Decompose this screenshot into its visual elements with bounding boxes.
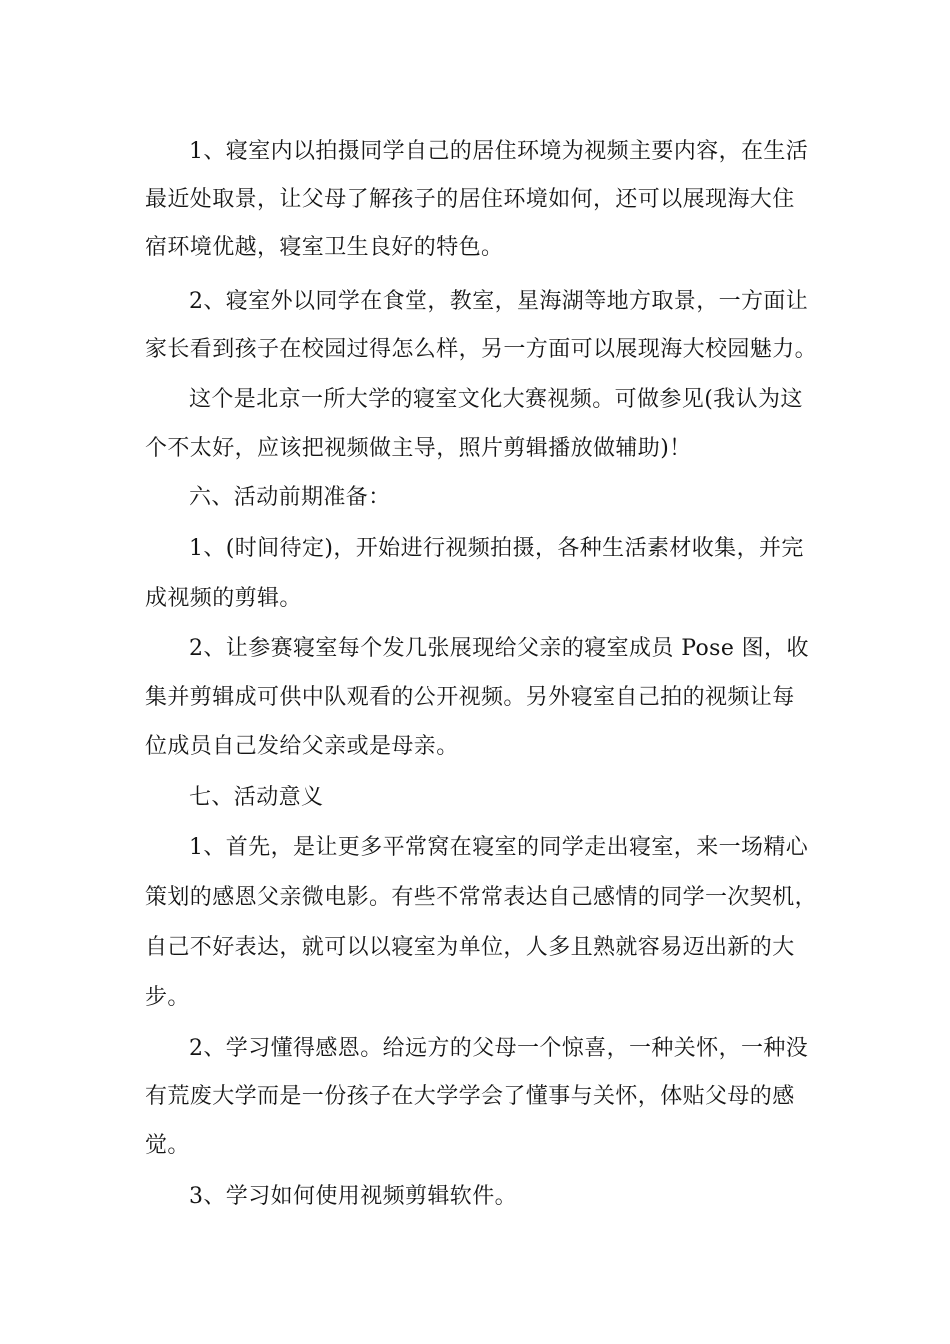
section-heading-preparation: 六、活动前期准备： <box>189 485 391 510</box>
paragraph-6-line-1: 2、让参赛寝室每个发几张展现给父亲的寝室成员 Pose 图，收 <box>189 636 809 661</box>
paragraph-1-line-1: 1、寝室内以拍摄同学自己的居住环境为视频主要内容，在生活 <box>189 139 809 164</box>
section-heading-significance: 七、活动意义 <box>189 785 324 810</box>
paragraph-3-line-2: 个不太好，应该把视频做主导，照片剪辑播放做辅助)！ <box>145 436 692 461</box>
paragraph-8-line-2: 策划的感恩父亲微电影。有些不常常表达自己感情的同学一次契机， <box>145 885 818 910</box>
paragraph-2-line-1: 2、寝室外以同学在食堂，教室，星海湖等地方取景，一方面让 <box>189 289 809 314</box>
paragraph-2-line-2: 家长看到孩子在校园过得怎么样，另一方面可以展现海大校园魅力。 <box>145 337 818 362</box>
paragraph-8-line-3: 自己不好表达，就可以以寝室为单位，人多且熟就容易迈出新的大 <box>145 935 795 960</box>
paragraph-1-line-3: 宿环境优越，寝室卫生良好的特色。 <box>145 235 504 260</box>
paragraph-5-line-2: 成视频的剪辑。 <box>145 586 302 611</box>
paragraph-10-line-1: 3、学习如何使用视频剪辑软件。 <box>189 1184 517 1209</box>
paragraph-3-line-1: 这个是北京一所大学的寝室文化大赛视频。可做参见(我认为这 <box>189 387 803 412</box>
paragraph-8-line-1: 1、首先，是让更多平常窝在寝室的同学走出寝室，来一场精心 <box>189 835 809 860</box>
paragraph-9-line-2: 有荒废大学而是一份孩子在大学学会了懂事与关怀，体贴父母的感 <box>145 1084 795 1109</box>
paragraph-8-line-4: 步。 <box>145 985 190 1010</box>
paragraph-1-line-2: 最近处取景，让父母了解孩子的居住环境如何，还可以展现海大住 <box>145 187 795 212</box>
paragraph-9-line-3: 觉。 <box>145 1133 190 1158</box>
paragraph-6-line-3: 位成员自己发给父亲或是母亲。 <box>145 734 459 759</box>
paragraph-6-line-2: 集并剪辑成可供中队观看的公开视频。另外寝室自己拍的视频让每 <box>145 685 795 710</box>
paragraph-9-line-1: 2、学习懂得感恩。给远方的父母一个惊喜，一种关怀，一种没 <box>189 1036 809 1061</box>
paragraph-5-line-1: 1、(时间待定)，开始进行视频拍摄，各种生活素材收集，并完 <box>189 536 804 561</box>
